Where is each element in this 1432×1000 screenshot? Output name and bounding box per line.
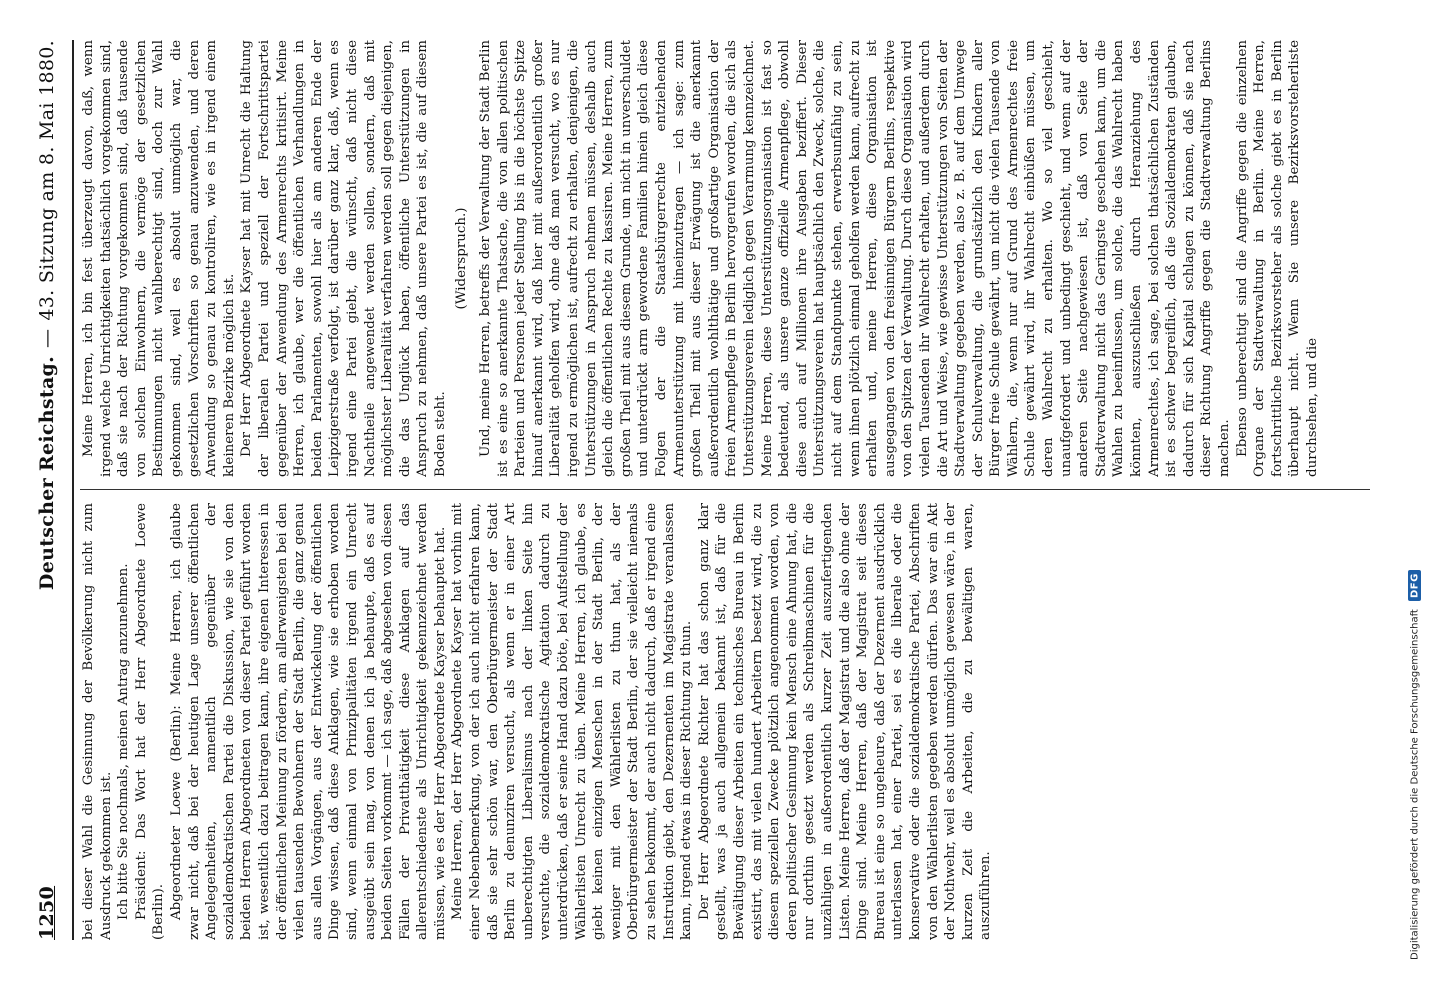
credit-text: Digitalisierung gefördert durch die Deutsche Forschungsgemeinschaft <box>1409 609 1421 960</box>
header-rule <box>72 40 74 940</box>
paragraph: Ebenso unberechtigt sind die Angriffe gegen die einzelnen Organe der Stadtverwaltung in Berlin. Meine Herren, fortschrittliche Bezirksvorsteher als solche giebt es in Berlin überhaupt nicht. Wenn Sie unsere Bezirksvorsteherliste durchsehen, und die <box>1234 40 1320 477</box>
paragraph: Abgeordneter Loewe (Berlin): Meine Herren, ich glaube zwar nicht, daß bei der heutigen Lage unserer öffentlichen Angelegenheiten, namentlich gegenüber der sozialdemokratischen Partei die Diskussion, wie sie von den beiden Herren Abgeordneten von dieser Partei geführt worden ist, wesentlich dazu beitragen kann, ihre eigenen Interessen in der öffentlichen Meinung zu fördern, am allerwenigsten bei den vielen tausenden Bewohnern der Stadt Berlin, die ganz genau aus allen Vorgängen, aus der Entwickelung der öffentlichen Dinge wissen, daß diese Anklagen, wie sie erhoben worden sind, wenn einmal von Prinzipalitäten irgend ein Unrecht ausgeübt sein mag, von denen ich ja behaupte, daß es auf beiden Seiten vorkommt — ich sage, daß abgesehen von diesen Fällen der Privatthätigkeit diese Anklagen auf das allerentschiedenste als Unrichtigkeit gekennzeichnet werden müssen, wie es der Herr Abgeordnete Kayser behauptet hat. <box>168 503 448 940</box>
paragraph: Der Herr Abgeordnete Kayser hat mit Unrecht die Haltung der liberalen Partei und speziell der Fortschrittspartei gegenüber der Anwendung des Armenrechts kritisirt. Meine Herren, ich glaube, wer die öffentlichen Verhandlungen in beiden Parlamenten, sowohl hier als am anderen Ende der Leipzigerstraße verfolgt, ist darüber ganz klar, daß, wenn es irgend eine Partei giebt, die wünscht, daß nicht diese Nachtheile angewendet werden sollen, sondern, daß mit möglichster Liberalität verfahren werden soll gegen diejenigen, die das Unglück haben, öffentliche Unterstützungen in Anspruch zu nehmen, daß unsere Partei es ist, die auf diesem Boden steht. <box>239 40 448 477</box>
paragraph: Meine Herren, ich bin fest überzeugt davon, daß, wenn irgend welche Unrichtigkeiten thatsächlich vorgekommen sind, daß sie nach der Richtung vorgekommen sind, daß tausende von solchen Einwohnern, die vermöge der gesetzlichen Bestimmungen nicht wahlberechtigt sind, doch zur Wahl gekommen sind, weil es absolut unmöglich war, die gesetzlichen Vorschriften so genau anzuwenden, und deren Anwendung so genau zu kontroliren, wie es in irgend einem kleineren Bezirke möglich ist. <box>81 40 237 477</box>
paragraph: Der Herr Abgeordnete Richter hat das schon ganz klar gestellt, was ja auch allgemein bekannt ist, daß für die Bewältigung dieser Arbeiten ein technisches Bureau in Berlin existirt, das mit vielen hundert Arbeitern besetzt wird, die zu diesem speziellen Zwecke plötzlich angenommen worden, von deren politischer Gesinnung kein Mensch eine Ahnung hat, die nur dorthin gesetzt werden als Schreibmaschinen für die unzähligen in außerordentlich kurzer Zeit auszufertigenden Listen. Meine Herren, daß der Magistrat und die also ohne der Dinge sind. Meine Herren, daß der Magistrat seit dieses Bureau ist eine so ungeheure, daß der Dezernent ausdrücklich unterlassen hat, einer Partei, sei es die liberale oder die konservative oder die sozialdemokratische Partei, Abschriften von den Wählerlisten gegeben werden dürfen. Das war ein Akt der Nothwehr, weil es absolut unmöglich gewesen wäre, in der kurzen Zeit die Arbeiten, die zu bewältigen waren, auszuführen. <box>696 503 994 940</box>
interjection: (Widerspruch.) <box>454 207 470 310</box>
paragraph: Präsident: Das Wort hat der Herr Abgeordnete Loewe (Berlin). <box>133 503 167 940</box>
dfg-logo: DFG <box>1409 570 1422 601</box>
page-header <box>36 40 70 940</box>
publication-title: Deutscher Reichstag. <box>36 355 58 591</box>
paragraph: Meine Herren, der Herr Abgeordnete Kayser hat vorhin mit einer Nebenbemerkung, von der ich auch nicht erfahren kann, daß sie sehr schön war, den Oberbürgermeister der Stadt Berlin zu denunziren versucht, als wenn er in einer Art unberechtigten Liberalismus nach der linken Seite hin versuchte, die sozialdemokratische Agitation dadurch zu unterdrücken, daß er seine Hand dazu böte, bei Aufstellung der Wählerlisten Unrecht zu üben. Meine Herren, ich glaube, es giebt keinen einzigen Menschen in der Stadt Berlin, der weniger mit den Wählerlisten zu thun hat, als der Oberbürgermeister der Stadt Berlin, der sie vielleicht niemals zu sehen bekommt, der auch nicht dadurch, daß er irgend eine Instruktion giebt, den Dezernenten im Magistrate veranlassen kann, irgend etwas in dieser Richtung zu thun. <box>450 503 695 940</box>
text-columns <box>80 40 1380 940</box>
paragraph: bei dieser Wahl die Gesinnung der Bevölkerung nicht zum Ausdruck gekommen ist. <box>81 503 114 940</box>
page-number: 1250 <box>36 885 58 940</box>
right-column <box>80 40 1380 477</box>
session-title: 43. Sitzung am 8. Mai 1880. <box>36 40 58 321</box>
header-separator: — <box>36 328 58 348</box>
paragraph: Und, meine Herren, betreffs der Verwaltung der Stadt Berlin ist es eine so anerkannte Thatsache, die von allen politischen Parteien und Personen jeder Stellung bis in die höchste Spitze hinauf anerkannt wird, daß hier mit außerordentlich großer Liberalität geholfen wird, ohne daß man versucht, wo es nur irgend zu ermöglichen ist, aufrecht zu erhalten, denjenigen, die Unterstützungen in Anspruch nehmen müssen, deshalb auch gleich die öffentlichen Rechte zu kassiren. Meine Herren, zum großen Theil mit aus diesem Grunde, um nicht in unverschuldet und unterdrückt arm gewordene Familien hinein gleich diese Folgen der die Staatsbürgerrechte entziehenden Armenunterstützung mit hineinzutragen — ich sage: zum großen Theil mit aus dieser Erwägung ist die anerkannt außerordentlich wohlthätige und großartige Organisation der freien Armenpflege in Berlin hervorgerufen worden, die sich als Unterstützungsverein lediglich gegen Verarmung kennzeichnet. Meine Herren, diese Unterstützungsorganisation ist fast so bedeutend, als unsere ganze offizielle Armenpflege, obwohl diese auch auf Millionen ihre Ausgaben beziffert. Dieser Unterstützungsverein hat hauptsächlich den Zweck, solche, die nicht auf dem Standpunkte stehen, erwerbsunfähig zu sein, wenn ihnen plötzlich einmal geholfen werden kann, aufrecht zu erhalten und, meine Herren, diese Organisation ist ausgegangen von den freisinnigen Bürgern Berlins, respektive von den Spitzen der Verwaltung. Durch diese Organisation wird vielen Tausenden ihr Wahlrecht erhalten, und außerdem durch die Art und Weise, wie gewisse Unterstützungen von Seiten der Stadtverwaltung gegeben werden, also z. B. auf dem Umwege der Schulverwaltung, die grundsätzlich den Kindern aller Bürger freie Schule gewährt, um nicht die vielen Tausende von Wählern, die, wenn nur auf Grund des Armenrechtes freie Schule gewährt wird, ihr Wahlrecht einbüßen müssen, um deren Wahlrecht zu erhalten. Wo so viel geschieht, unaufgefordert und unbedingt geschieht, und wenn auf der anderen Seite nachgewiesen ist, daß von Seite der Stadtverwaltung nicht das Geringste geschehen kann, um die Wahlen zu beeinflussen, um solche, die das Wahlrecht haben könnten, auszuschließen durch Heranziehung des Armenrechtes, ich sage, bei solchen thatsächlichen Zuständen ist es schwer begreiflich, daß die Sozialdemokraten glauben, dadurch für sich Kapital schlagen zu können, daß sie nach dieser Richtung Angriffe gegen die Stadtverwaltung Berlins machen. <box>478 40 1232 477</box>
digitization-credit <box>1404 40 1426 960</box>
paragraph: Ich bitte Sie nochmals, meinen Antrag anzunehmen. <box>116 563 132 920</box>
column-divider <box>80 489 1370 490</box>
left-column <box>80 503 1380 940</box>
